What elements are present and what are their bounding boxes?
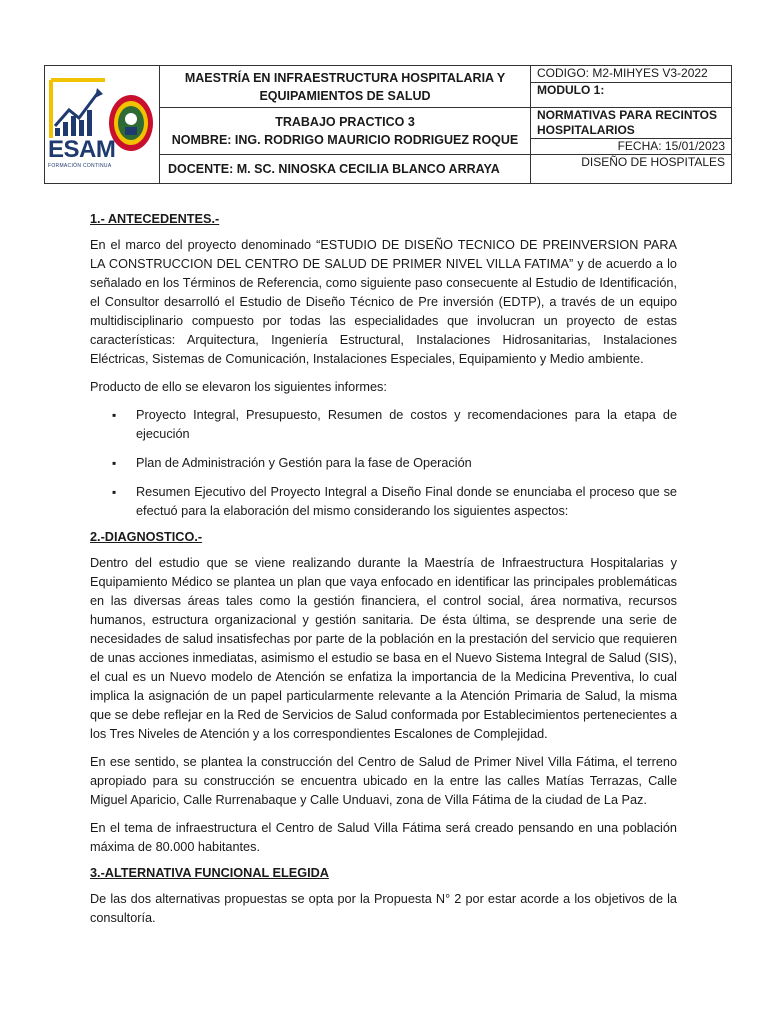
diagnostico-paragraph-1: Dentro del estudio que se viene realizando durante la Maestría de Infraestructura Hospitalarias y Equipamiento Médico se plantea un plan que vaya enfocado en identificar las principales problemáticas en las diversas áreas tales como la gestión financiera, el control social, área normativa, recursos humanos, estructura organizacional y gestión sanitaria. De ésta última, se desprende una serie de necesidades de salud insatisfechas por parte de la población en la prestación del servicio que requieren de unas acciones inmediatas, asimismo el estudio se basa en el Nuevo Sistema Integral de Salud (SIS), el cual es un Nuevo modelo de Atención se enfatiza la importancia de la Medicina Preventiva, lo cual implica la asignación de un papel particularmente relevante a la Atención Primaria de Salud, la misma que se debe reflejar en la Red de Servicios de Salud conformada por Establecimientos pertenecientes a los Tres Niveles de Atención y a los correspondientes Escalones de Complejidad. xyxy=(90,556,677,741)
esam-logo xyxy=(45,66,159,183)
alternativa-heading: 3.-ALTERNATIVA FUNCIONAL ELEGIDA xyxy=(90,866,329,880)
antecedentes-paragraph-2: Producto de ello se elevaron los siguientes informes: xyxy=(90,380,387,394)
header-table xyxy=(44,65,732,184)
header-title xyxy=(160,66,531,108)
antecedentes-heading: 1.- ANTECEDENTES.- xyxy=(90,212,220,226)
list-item: ▪ Resumen Ejecutivo del Proyecto Integral a Diseño Final donde se enunciaba el proceso que se efectuó para la elaboración del mismo considerando los siguientes aspectos: xyxy=(90,483,677,521)
diagnostico-paragraph-2: En ese sentido, se plantea la construcción del Centro de Salud de Primer Nivel Villa Fátima, el terreno apropiado para su construcción se encuentra ubicado en la entre las calles Matías Terrazas, Calle Miguel Aparicio, Calle Rurrenabaque y Calle Unduavi, zona de Villa Fátima de la ciudad de La Paz. xyxy=(90,755,677,807)
informes-list xyxy=(90,406,677,521)
list-item: ▪ Plan de Administración y Gestión para la fase de Operación xyxy=(90,454,677,473)
modulo-line-1: MODULO 1: xyxy=(537,83,605,97)
codigo-label: CODIGO: M2-MIHYES V3-2022 xyxy=(531,66,731,83)
fecha-label: FECHA: 15/01/2023 xyxy=(617,139,725,153)
title-line-1: MAESTRÍA EN INFRAESTRUCTURA HOSPITALARIA Y xyxy=(184,70,506,85)
trabajo-label: TRABAJO PRACTICO 3 xyxy=(275,115,415,129)
diagnostico-paragraph-3: En el tema de infraestructura el Centro de Salud Villa Fátima será creado pensando en una población máxima de 80.000 habitantes. xyxy=(90,821,677,854)
logo-subtitle: FORMACIÓN CONTINUA xyxy=(48,163,112,169)
document-body xyxy=(90,210,677,928)
list-item: ▪ Proyecto Integral, Presupuesto, Resumen de costos y recomendaciones para la etapa de ejecución xyxy=(90,406,677,444)
header-right-mid xyxy=(531,108,732,155)
modulo-line-3: HOSPITALARIOS xyxy=(531,123,731,139)
docente-label: DOCENTE: M. SC. NINOSKA CECILIA BLANCO ARRAYA xyxy=(160,155,531,184)
title-line-2: EQUIPAMIENTOS DE SALUD xyxy=(259,88,431,103)
logo-text: ESAM xyxy=(48,136,116,163)
antecedentes-paragraph-1: En el marco del proyecto denominado “ESTUDIO DE DISEÑO TECNICO DE PREINVERSION PARA LA CONSTRUCCION DEL CENTRO DE SALUD DE PRIMER NIVEL VILLA FATIMA” y de acuerdo a lo señalado en los Términos de Referencia, como siguiente paso consecuente al Estudio de Identificación, el Consultor desarrolló el Estudio de Diseño Técnico de Pre inversión (EDTP), a través de un equipo multidisciplinario compuesto por todas las especialidades que involucran un proyecto de estas características: Arquitectura, Ingeniería Estructural, Instalaciones Hidrosanitarias, Instalaciones Eléctricas, Sistemas de Comunicación, Instalaciones Especiales, Equipamiento y Medio ambiente. xyxy=(90,238,677,366)
diseno-label: DISEÑO DE HOSPITALES xyxy=(531,155,732,184)
header-right-top xyxy=(531,66,732,108)
alternativa-paragraph-1: De las dos alternativas propuestas se opta por la Propuesta N° 2 por estar acorde a los objetivos de la consultoría. xyxy=(90,892,677,925)
diagnostico-heading: 2.-DIAGNOSTICO.- xyxy=(90,530,203,544)
trabajo-nombre-cell xyxy=(160,108,531,155)
logo-cell xyxy=(45,66,160,184)
nombre-label: NOMBRE: ING. RODRIGO MAURICIO RODRIGUEZ ROQUE xyxy=(171,133,519,147)
modulo-line-2: NORMATIVAS PARA RECINTOS xyxy=(537,108,718,122)
